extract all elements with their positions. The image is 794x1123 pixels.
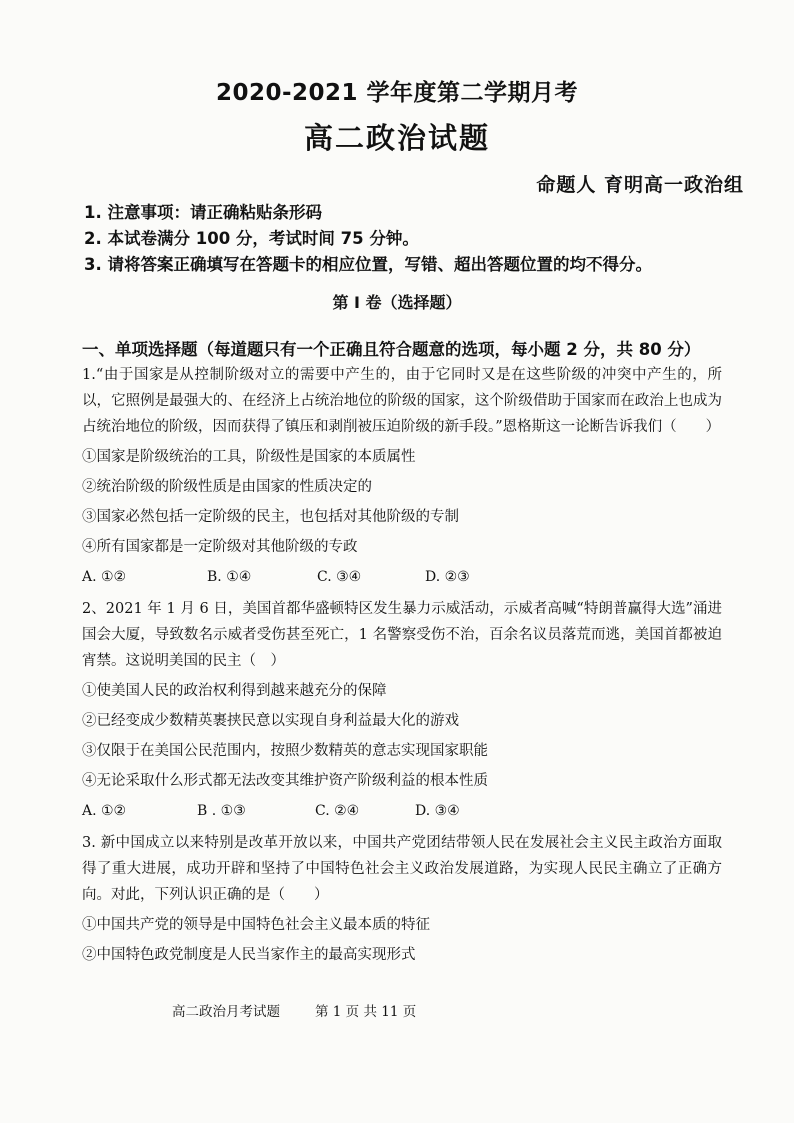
question-option: ①使美国人民的政治权利得到越来越充分的保障 bbox=[82, 683, 387, 699]
choice-b: B. ①④ bbox=[207, 569, 252, 585]
question-option: ④无论采取什么形式都无法改变其维护资产阶级利益的根本性质 bbox=[82, 773, 488, 789]
choice-a: A. ①② bbox=[82, 803, 127, 819]
question-2 bbox=[82, 596, 722, 824]
section-title: 一、单项选择题（每道题只有一个正确且符合题意的选项，每小题 2 分，共 80 分） bbox=[82, 340, 701, 359]
volume-title: 第 I 卷（选择题） bbox=[332, 293, 462, 312]
question-option: ④所有国家都是一定阶级对其他阶级的专政 bbox=[82, 539, 358, 555]
footer-page-number: 第 1 页 共 11 页 bbox=[315, 1004, 417, 1020]
question-option: ②中国特色政党制度是人民当家作主的最高实现形式 bbox=[82, 947, 416, 963]
answer-choices bbox=[82, 798, 722, 824]
choice-b: B . ①③ bbox=[197, 803, 246, 819]
footer-exam-name: 高二政治月考试题 bbox=[172, 1004, 280, 1020]
question-stem: 2、2021 年 1 月 6 日，美国首都华盛顿特区发生暴力示威活动，示威者高喊“特朗普赢得大选”涌进国会大厦，导致数名示威者受伤甚至死亡，1 名警察受伤不治，百余名议员落荒而逃，美国首都被迫宵禁。这说明美国的民主（ ） bbox=[82, 601, 722, 669]
question-1 bbox=[82, 362, 722, 590]
question-option: ①中国共产党的领导是中国特色社会主义最本质的特征 bbox=[82, 917, 430, 933]
exam-notes bbox=[84, 200, 764, 278]
exam-title: 2020-2021 学年度第二学期月考 bbox=[215, 80, 579, 106]
author-line: 命题人 育明高一政治组 bbox=[536, 174, 744, 196]
choice-c: C. ②④ bbox=[315, 803, 360, 819]
question-list bbox=[82, 362, 722, 968]
note-item: 2. 本试卷满分 100 分，考试时间 75 分钟。 bbox=[84, 229, 419, 248]
choice-c: C. ③④ bbox=[317, 569, 362, 585]
note-item: 3. 请将答案正确填写在答题卡的相应位置，写错、超出答题位置的均不得分。 bbox=[84, 255, 652, 274]
choice-a: A. ①② bbox=[82, 569, 127, 585]
choice-d: D. ②③ bbox=[425, 569, 470, 585]
question-option: ③国家必然包括一定阶级的民主，也包括对其他阶级的专制 bbox=[82, 509, 459, 525]
question-stem: 3. 新中国成立以来特别是改革开放以来，中国共产党团结带领人民在发展社会主义民主政治方面取得了重大进展，成功开辟和坚持了中国特色社会主义政治发展道路，为实现人民民主确立了正确方向。对此，下列认识正确的是（ ） bbox=[82, 835, 722, 903]
choice-d: D. ③④ bbox=[415, 803, 460, 819]
question-option: ②已经变成少数精英裹挟民意以实现自身利益最大化的游戏 bbox=[82, 713, 459, 729]
note-item: 1. 注意事项：请正确粘贴条形码 bbox=[84, 203, 322, 222]
question-option: ①国家是阶级统治的工具，阶级性是国家的本质属性 bbox=[82, 449, 416, 465]
subject-title: 高二政治试题 bbox=[303, 121, 490, 155]
question-stem: 1.“由于国家是从控制阶级对立的需要中产生的，由于它同时又是在这些阶级的冲突中产生的，所以，它照例是最强大的、在经济上占统治地位的阶级的国家，这个阶级借助于国家而在政治上也成为占统治地位的阶级，因而获得了镇压和剥削被压迫阶级的新手段。”恩格斯这一论断告诉我们（ ） bbox=[82, 367, 722, 435]
question-3 bbox=[82, 830, 722, 968]
question-option: ③仅限于在美国公民范围内，按照少数精英的意志实现国家职能 bbox=[82, 743, 488, 759]
question-option: ②统治阶级的阶级性质是由国家的性质决定的 bbox=[82, 479, 372, 495]
answer-choices bbox=[82, 564, 722, 590]
